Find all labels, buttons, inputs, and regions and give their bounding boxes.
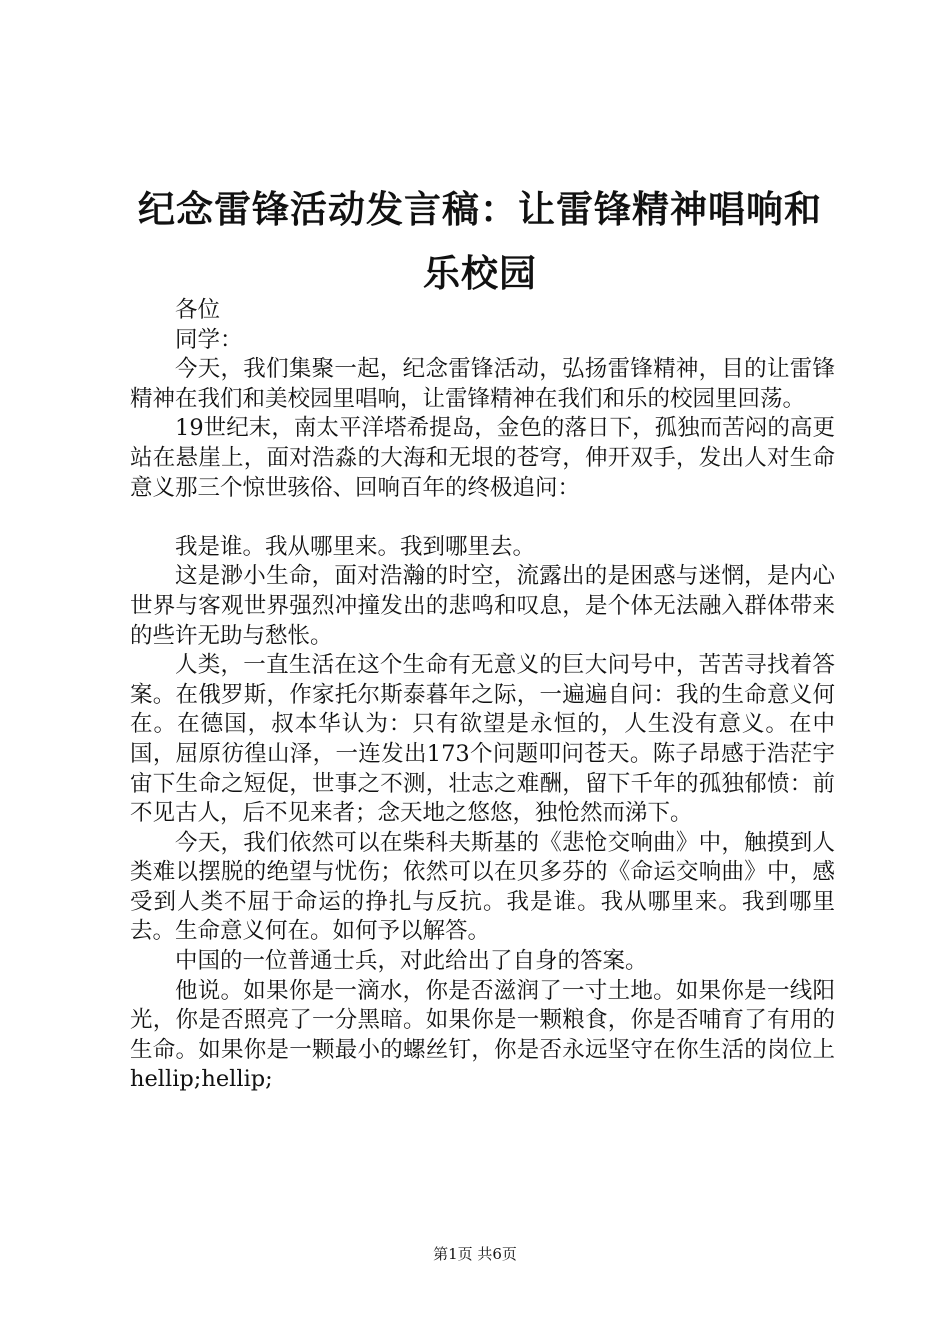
- paragraph: 中国的一位普通士兵，对此给出了自身的答案。: [175, 948, 648, 975]
- salutation-line-2: 同学：: [175, 326, 243, 353]
- document-title: 纪念雷锋活动发言稿：让雷锋精神唱响和乐校园: [138, 188, 822, 295]
- paragraph: 人类，一直生活在这个生命有无意义的巨大问号中，苦苦寻找着答案。在俄罗斯，作家托尔斯泰暮年之际，一遍遍自问：我的生命意义何在。在德国，叔本华认为：只有欲望是永恒的，人生没有意义。在中国，屈原彷徨山泽，一连发出173个问题叩问苍天。陈子昂感于浩茫宇宙下生命之短促，世事之不测，壮志之难酬，留下千年的孤独郁愤：前不见古人，后不见来者；念天地之悠悠，独怆然而涕下。: [130, 652, 835, 827]
- paragraph: 我是谁。我从哪里来。我到哪里去。: [175, 533, 536, 560]
- paragraph: 19世纪末，南太平洋塔希提岛，金色的落日下，孤独而苦闷的高更站在悬崖上，面对浩淼的大海和无垠的苍穹，伸开双手，发出人对生命意义那三个惊世骇俗、回响百年的终极追问：: [130, 415, 835, 501]
- document-body: [130, 296, 835, 1095]
- page-number-footer: 第1页 共6页: [433, 1245, 517, 1263]
- paragraph: 这是渺小生命，面对浩瀚的时空，流露出的是困惑与迷惘，是内心世界与客观世界强烈冲撞发出的悲鸣和叹息，是个体无法融入群体带来的些许无助与愁怅。: [130, 563, 835, 649]
- salutation-line-1: 各位: [175, 297, 221, 323]
- paragraph: 他说。如果你是一滴水，你是否滋润了一寸土地。如果你是一线阳光，你是否照亮了一分黑暗。如果你是一颗粮食，你是否哺育了有用的生命。如果你是一颗最小的螺丝钉，你是否永远坚守在你生活的岗位上hellip;hellip;: [130, 977, 835, 1093]
- paragraph: 今天，我们依然可以在柴科夫斯基的《悲怆交响曲》中，触摸到人类难以摆脱的绝望与忧伤；依然可以在贝多芬的《命运交响曲》中，感受到人类不屈于命运的挣扎与反抗。我是谁。我从哪里来。我到哪里去。生命意义何在。如何予以解答。: [130, 829, 835, 945]
- paragraph: 今天，我们集聚一起，纪念雷锋活动，弘扬雷锋精神，目的让雷锋精神在我们和美校园里唱响，让雷锋精神在我们和乐的校园里回荡。: [130, 356, 835, 412]
